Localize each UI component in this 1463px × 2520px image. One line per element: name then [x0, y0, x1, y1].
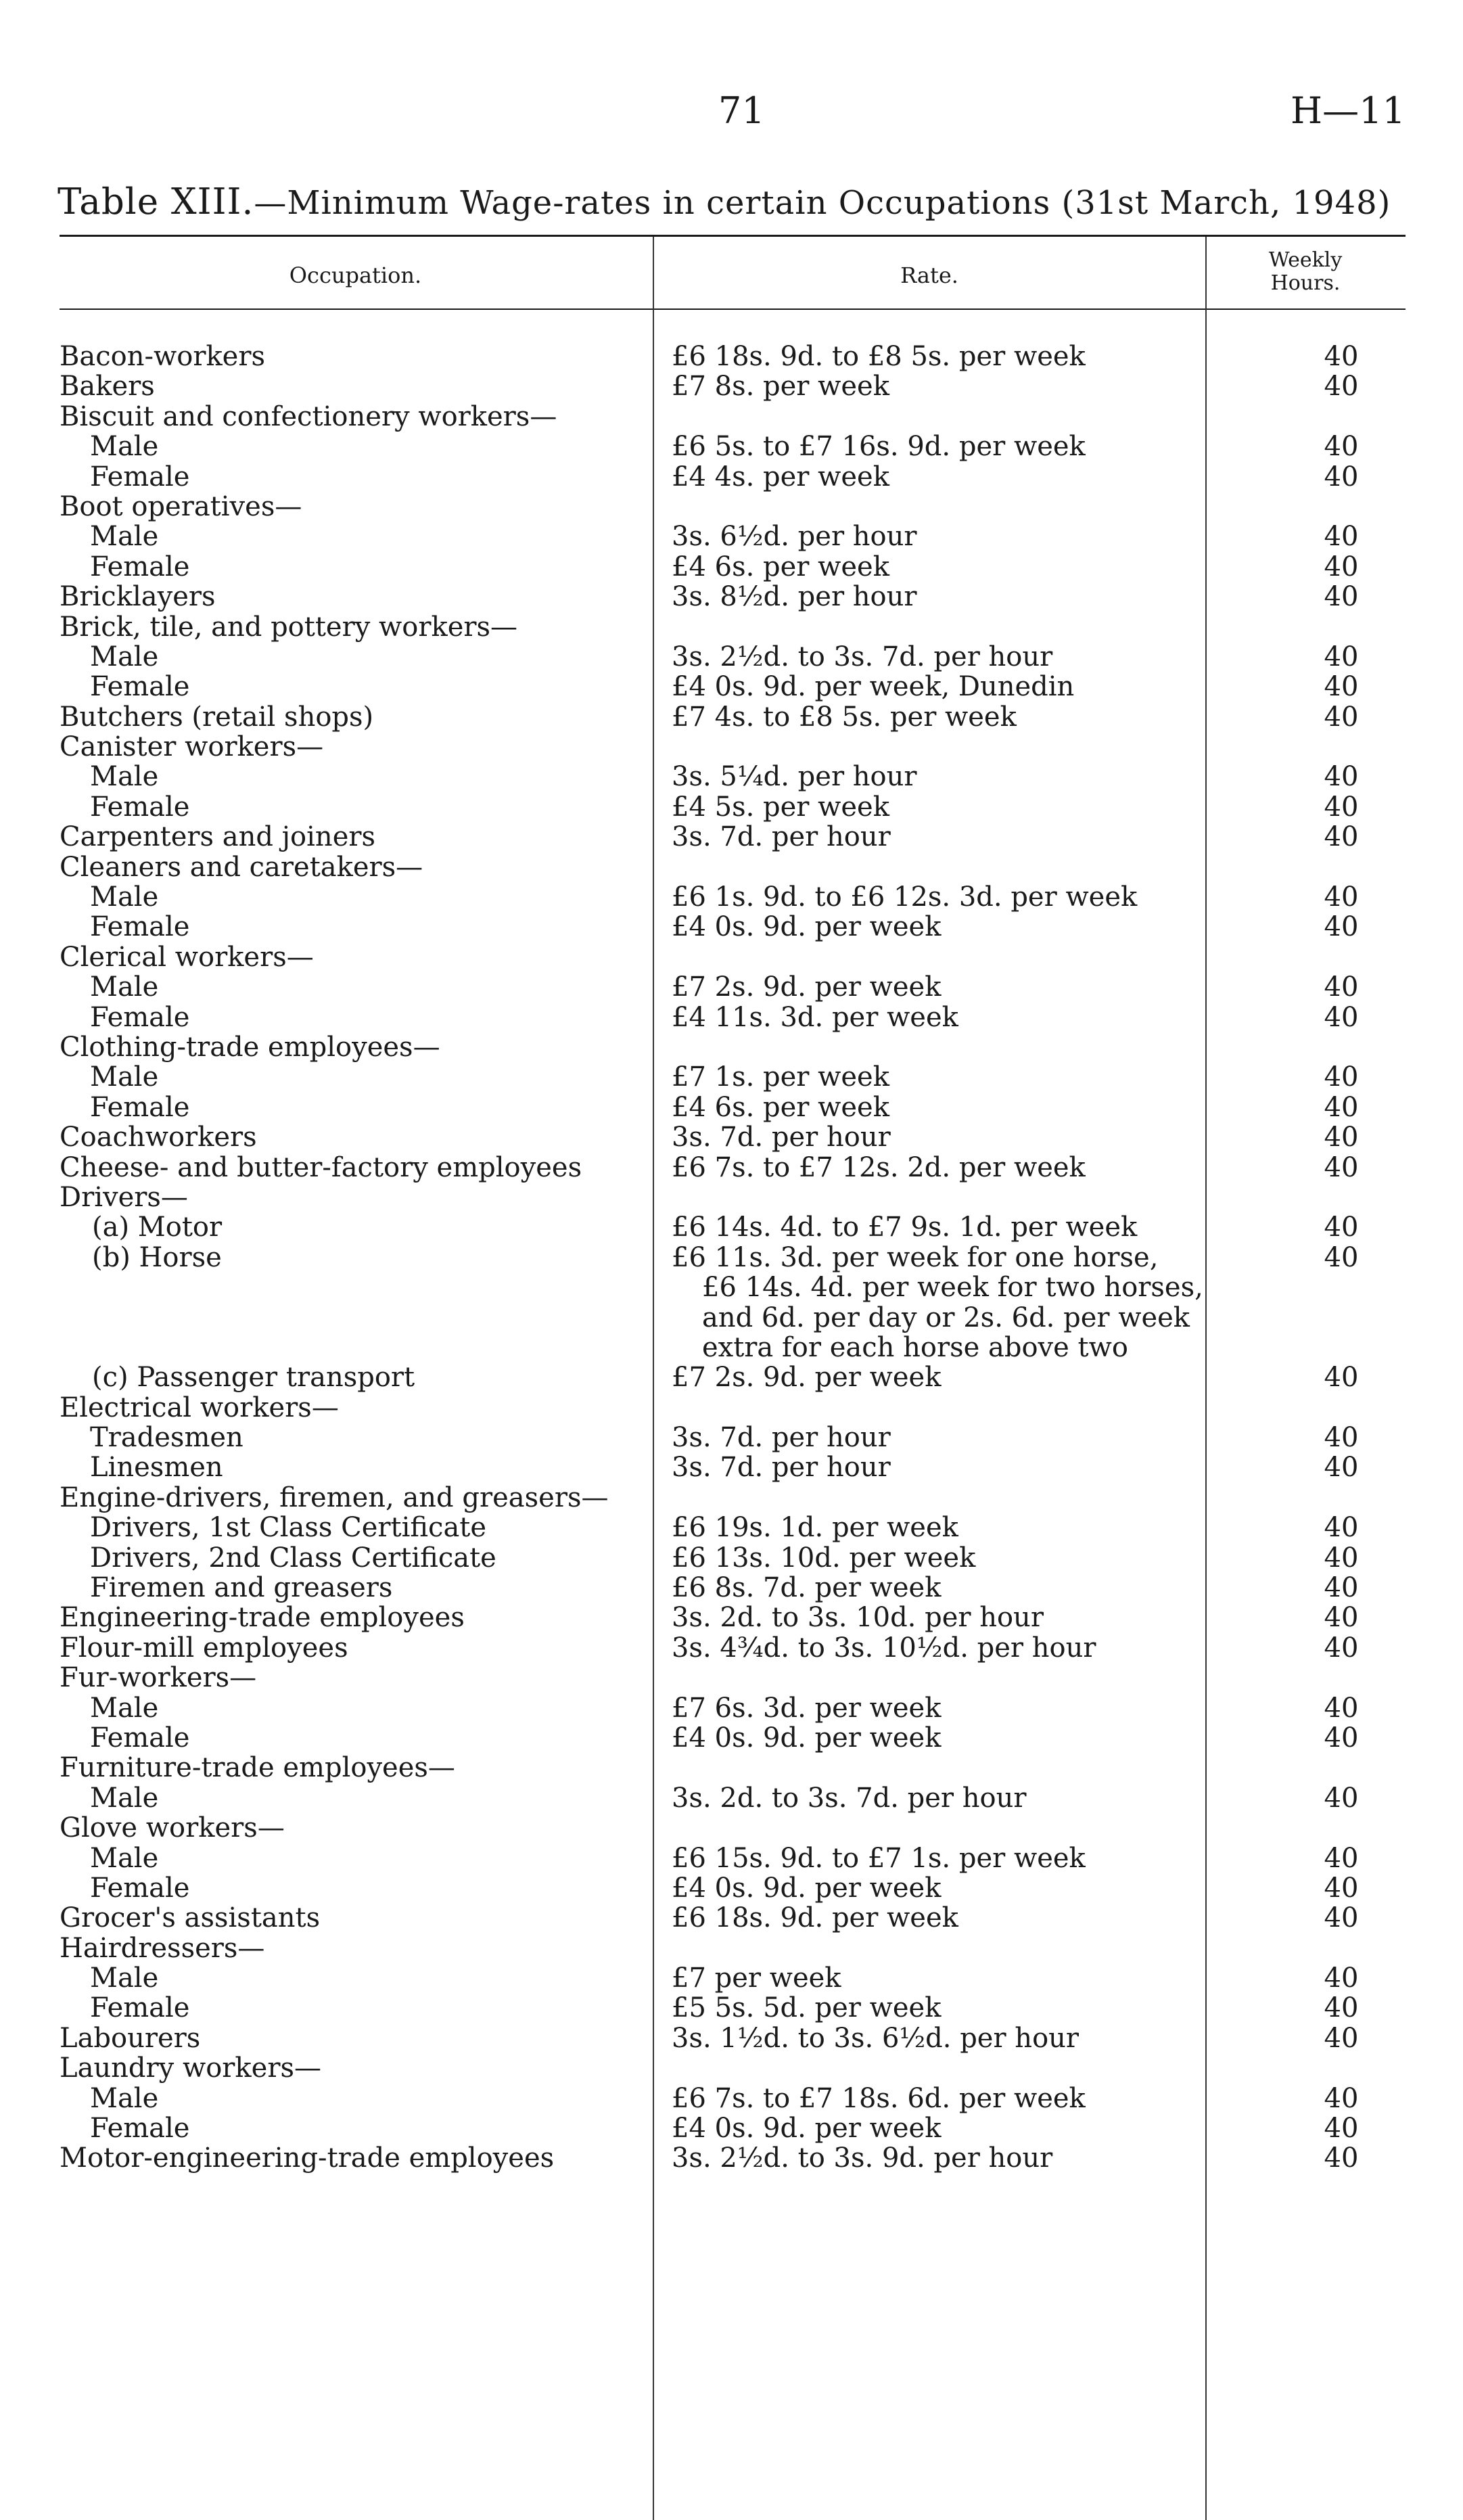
occupation-cell: Female — [90, 551, 190, 582]
hours-cell: 40 — [1324, 2082, 1359, 2114]
rate-cell: 3s. 2d. to 3s. 10d. per hour — [672, 1602, 1044, 1634]
rate-cell: £6 13s. 10d. per week — [672, 1542, 976, 1574]
table-row — [60, 1152, 1372, 1182]
rate-cell: £7 1s. per week — [672, 1061, 889, 1093]
table-row — [60, 971, 1372, 1001]
rate-cell: and 6d. per day or 2s. 6d. per week — [702, 1302, 1190, 1333]
table-row — [60, 852, 1372, 881]
rate-cell: 3s. 2½d. to 3s. 9d. per hour — [672, 2143, 1053, 2174]
table-row — [60, 1752, 1372, 1782]
occupation-cell: Clerical workers— — [60, 941, 314, 973]
rate-cell: 3s. 7d. per hour — [672, 1122, 891, 1153]
occupation-cell: Cleaners and caretakers— — [60, 851, 423, 883]
occupation-cell: Female — [90, 461, 190, 492]
table-row — [60, 641, 1372, 671]
occupation-cell: Bricklayers — [60, 581, 216, 613]
occupation-cell: (b) Horse — [92, 1241, 222, 1273]
occupation-cell: Linesmen — [90, 1452, 223, 1484]
table-row — [60, 461, 1372, 491]
document-code: H—11 — [1291, 89, 1406, 132]
occupation-cell: Glove workers— — [60, 1812, 285, 1844]
hours-cell: 40 — [1324, 551, 1359, 582]
table-row — [60, 942, 1372, 971]
occupation-cell: Furniture-trade employees— — [60, 1752, 455, 1784]
table-row — [60, 2053, 1372, 2082]
rate-cell: £4 6s. per week — [672, 1091, 889, 1123]
rate-cell: £4 0s. 9d. per week, Dunedin — [672, 671, 1075, 703]
table-row — [60, 491, 1372, 521]
hours-cell: 40 — [1324, 2022, 1359, 2054]
occupation-cell: Drivers, 1st Class Certificate — [90, 1512, 487, 1544]
occupation-cell: Drivers, 2nd Class Certificate — [90, 1542, 496, 1574]
occupation-cell: Male — [90, 1963, 159, 1994]
header-bottom-rule — [60, 308, 1406, 310]
hours-cell: 40 — [1324, 1963, 1359, 1994]
hours-cell: 40 — [1324, 1061, 1359, 1093]
hours-cell: 40 — [1324, 431, 1359, 463]
rate-cell: £7 8s. per week — [672, 371, 889, 403]
occupation-cell: Fur-workers— — [60, 1662, 257, 1694]
occupation-cell: Male — [90, 1061, 159, 1093]
page-number: 71 — [718, 89, 765, 132]
hours-cell: 40 — [1324, 761, 1359, 793]
rate-cell: £4 4s. per week — [672, 461, 889, 492]
table-row — [60, 1542, 1372, 1572]
rate-cell: 3s. 7d. per hour — [672, 821, 891, 853]
table-row — [60, 1362, 1372, 1392]
hours-cell: 40 — [1324, 581, 1359, 613]
occupation-cell: Female — [90, 671, 190, 703]
occupation-cell: Male — [90, 521, 159, 553]
table-row — [60, 1722, 1372, 1752]
table-row — [60, 2083, 1372, 2113]
column-header-occupation: Occupation. — [289, 262, 422, 288]
table-row — [60, 341, 1372, 371]
hours-cell: 40 — [1324, 1692, 1359, 1724]
table-row — [60, 1032, 1372, 1061]
occupation-cell: Biscuit and confectionery workers— — [60, 400, 557, 432]
rate-cell: £6 7s. to £7 18s. 6d. per week — [672, 2082, 1086, 2114]
table-row — [60, 1452, 1372, 1482]
table-row — [60, 1693, 1372, 1722]
header-top-rule — [60, 235, 1406, 237]
occupation-cell: Grocer's assistants — [60, 1902, 321, 1934]
occupation-cell: Female — [90, 1992, 190, 2024]
table-row — [60, 792, 1372, 821]
occupation-cell: Female — [90, 1872, 190, 1904]
rate-cell: 3s. 4¾d. to 3s. 10½d. per hour — [672, 1632, 1096, 1664]
occupation-cell: Labourers — [60, 2022, 201, 2054]
hours-cell: 40 — [1324, 1632, 1359, 1664]
table-row — [60, 1783, 1372, 1812]
table-row — [60, 1662, 1372, 1692]
table-row — [60, 1963, 1372, 1992]
table-label: Table XIII. — [57, 181, 254, 223]
rate-cell: £4 0s. 9d. per week — [672, 1872, 942, 1904]
occupation-cell: Cheese- and butter-factory employees — [60, 1151, 582, 1183]
rate-cell: 3s. 1½d. to 3s. 6½d. per hour — [672, 2022, 1079, 2054]
rate-cell: £7 6s. 3d. per week — [672, 1692, 942, 1724]
hours-cell: 40 — [1324, 341, 1359, 372]
hours-cell: 40 — [1324, 371, 1359, 403]
rate-cell: £7 4s. to £8 5s. per week — [672, 701, 1017, 733]
table-row — [60, 911, 1372, 941]
occupation-cell: Male — [90, 1782, 159, 1814]
occupation-cell: (a) Motor — [92, 1212, 223, 1243]
hours-cell: 40 — [1324, 1572, 1359, 1604]
occupation-cell: Electrical workers— — [60, 1392, 339, 1423]
rate-cell: £4 0s. 9d. per week — [672, 1722, 942, 1754]
occupation-cell: Male — [90, 2082, 159, 2114]
hours-cell: 40 — [1324, 701, 1359, 733]
occupation-cell: Engine-drivers, firemen, and greasers— — [60, 1482, 609, 1513]
rate-cell: £7 per week — [672, 1963, 841, 1994]
table-row — [60, 1242, 1372, 1272]
table-row — [60, 1212, 1372, 1241]
rate-cell: £6 11s. 3d. per week for one horse, — [672, 1241, 1159, 1273]
occupation-cell: Butchers (retail shops) — [60, 701, 374, 733]
table-row — [60, 401, 1372, 431]
table-row — [60, 1572, 1372, 1602]
table-row — [60, 881, 1372, 911]
occupation-cell: Drivers— — [60, 1181, 188, 1213]
hours-cell: 40 — [1324, 881, 1359, 913]
table-row — [60, 1392, 1372, 1422]
occupation-cell: Male — [90, 881, 159, 913]
table-row — [60, 2023, 1372, 2053]
hours-cell: 40 — [1324, 1001, 1359, 1033]
rate-cell: £4 0s. 9d. per week — [672, 911, 942, 943]
table-row — [60, 761, 1372, 791]
table-row — [60, 1843, 1372, 1873]
rate-cell: £6 14s. 4d. to £7 9s. 1d. per week — [672, 1212, 1138, 1243]
column-header-hours — [1207, 249, 1403, 295]
table-row — [60, 551, 1372, 581]
rate-cell: 3s. 6½d. per hour — [672, 521, 917, 553]
hours-cell: 40 — [1324, 791, 1359, 823]
occupation-cell: Female — [90, 791, 190, 823]
rate-cell: £4 6s. per week — [672, 551, 889, 582]
table-row — [60, 1422, 1372, 1452]
rate-cell: £6 5s. to £7 16s. 9d. per week — [672, 431, 1086, 463]
rate-cell: £6 7s. to £7 12s. 2d. per week — [672, 1151, 1086, 1183]
occupation-cell: Hairdressers— — [60, 1932, 265, 1964]
column-header-rate: Rate. — [900, 262, 958, 288]
table-row — [60, 1873, 1372, 1902]
hours-cell: 40 — [1324, 1452, 1359, 1484]
table-row — [60, 612, 1372, 641]
wage-table — [60, 341, 1372, 2173]
table-row — [60, 821, 1372, 851]
hours-cell: 40 — [1324, 1362, 1359, 1394]
occupation-cell: Bakers — [60, 371, 155, 403]
table-row — [60, 1272, 1372, 1302]
occupation-cell: Male — [90, 641, 159, 672]
table-row — [60, 1602, 1372, 1632]
occupation-cell: Firemen and greasers — [90, 1572, 393, 1604]
rate-cell: £4 0s. 9d. per week — [672, 2113, 942, 2145]
hours-cell: 40 — [1324, 1872, 1359, 1904]
rate-cell: £6 1s. 9d. to £6 12s. 3d. per week — [672, 881, 1138, 913]
rate-cell: £6 18s. 9d. to £8 5s. per week — [672, 341, 1086, 372]
column-header-hours-line1: Weekly — [1268, 248, 1343, 272]
occupation-cell: Male — [90, 761, 159, 793]
column-header-hours-line2: Hours. — [1270, 271, 1341, 295]
occupation-cell: Female — [90, 2113, 190, 2145]
hours-cell: 40 — [1324, 671, 1359, 703]
hours-cell: 40 — [1324, 1602, 1359, 1634]
table-title — [57, 181, 1410, 223]
hours-cell: 40 — [1324, 1422, 1359, 1454]
occupation-cell: Clothing-trade employees— — [60, 1031, 440, 1063]
hours-cell: 40 — [1324, 1722, 1359, 1754]
occupation-cell: Brick, tile, and pottery workers— — [60, 611, 518, 643]
hours-cell: 40 — [1324, 1842, 1359, 1874]
hours-cell: 40 — [1324, 1241, 1359, 1273]
hours-cell: 40 — [1324, 1902, 1359, 1934]
occupation-cell: Carpenters and joiners — [60, 821, 376, 853]
table-row — [60, 671, 1372, 701]
hours-cell: 40 — [1324, 1122, 1359, 1153]
occupation-cell: Coachworkers — [60, 1122, 257, 1153]
occupation-cell: Bacon-workers — [60, 341, 266, 372]
hours-cell: 40 — [1324, 1782, 1359, 1814]
occupation-cell: Laundry workers— — [60, 2053, 321, 2084]
rate-cell: £6 18s. 9d. per week — [672, 1902, 958, 1934]
occupation-cell: Female — [90, 911, 190, 943]
table-row — [60, 731, 1372, 761]
occupation-cell: Canister workers— — [60, 731, 324, 763]
occupation-cell: Tradesmen — [90, 1422, 243, 1454]
rate-cell: 3s. 2d. to 3s. 7d. per hour — [672, 1782, 1027, 1814]
table-row — [60, 2143, 1372, 2172]
hours-cell: 40 — [1324, 971, 1359, 1003]
rate-cell: £4 5s. per week — [672, 791, 889, 823]
hours-cell: 40 — [1324, 521, 1359, 553]
rate-cell: £6 14s. 4d. per week for two horses, — [702, 1272, 1203, 1304]
hours-cell: 40 — [1324, 641, 1359, 672]
rate-cell: £5 5s. 5d. per week — [672, 1992, 942, 2024]
table-row — [60, 371, 1372, 403]
occupation-cell: (c) Passenger transport — [92, 1362, 415, 1394]
occupation-cell: Female — [90, 1001, 190, 1033]
table-row — [60, 1061, 1372, 1091]
occupation-cell: Boot operatives— — [60, 490, 302, 522]
rate-cell: £7 2s. 9d. per week — [672, 1362, 942, 1394]
occupation-cell: Male — [90, 431, 159, 463]
rate-cell: 3s. 5¼d. per hour — [672, 761, 917, 793]
hours-cell: 40 — [1324, 1512, 1359, 1544]
occupation-cell: Male — [90, 971, 159, 1003]
hours-cell: 40 — [1324, 1091, 1359, 1123]
table-title-text: —Minimum Wage-rates in certain Occupations (31st March, 1948) — [254, 184, 1391, 222]
table-row — [60, 431, 1372, 461]
hours-cell: 40 — [1324, 1992, 1359, 2024]
rate-cell: £6 19s. 1d. per week — [672, 1512, 958, 1544]
occupation-cell: Flour-mill employees — [60, 1632, 348, 1664]
hours-cell: 40 — [1324, 2113, 1359, 2145]
table-row — [60, 1632, 1372, 1662]
table-row — [60, 1512, 1372, 1542]
table-row — [60, 1332, 1372, 1362]
rate-cell: £7 2s. 9d. per week — [672, 971, 942, 1003]
table-row — [60, 1122, 1372, 1151]
table-row — [60, 581, 1372, 611]
table-row — [60, 1933, 1372, 1963]
hours-cell: 40 — [1324, 2143, 1359, 2174]
occupation-cell: Female — [90, 1722, 190, 1754]
table-row — [60, 1092, 1372, 1122]
table-row — [60, 1482, 1372, 1512]
table-row — [60, 1302, 1372, 1332]
occupation-cell: Male — [90, 1692, 159, 1724]
hours-cell: 40 — [1324, 821, 1359, 853]
hours-cell: 40 — [1324, 911, 1359, 943]
occupation-cell: Male — [90, 1842, 159, 1874]
table-row — [60, 1812, 1372, 1842]
rate-cell: £4 11s. 3d. per week — [672, 1001, 958, 1033]
table-row — [60, 702, 1372, 731]
hours-cell: 40 — [1324, 461, 1359, 492]
rate-cell: £6 8s. 7d. per week — [672, 1572, 942, 1604]
table-row — [60, 1992, 1372, 2022]
rate-cell: 3s. 8½d. per hour — [672, 581, 917, 613]
rate-cell: extra for each horse above two — [702, 1331, 1128, 1363]
hours-cell: 40 — [1324, 1542, 1359, 1574]
rate-cell: £6 15s. 9d. to £7 1s. per week — [672, 1842, 1086, 1874]
rate-cell: 3s. 7d. per hour — [672, 1422, 891, 1454]
hours-cell: 40 — [1324, 1151, 1359, 1183]
table-row — [60, 1002, 1372, 1032]
hours-cell: 40 — [1324, 1212, 1359, 1243]
table-row — [60, 2113, 1372, 2143]
occupation-cell: Engineering-trade employees — [60, 1602, 465, 1634]
occupation-cell: Female — [90, 1091, 190, 1123]
rate-cell: 3s. 7d. per hour — [672, 1452, 891, 1484]
table-row — [60, 1902, 1372, 1932]
table-row — [60, 1182, 1372, 1212]
rate-cell: 3s. 2½d. to 3s. 7d. per hour — [672, 641, 1053, 672]
occupation-cell: Motor-engineering-trade employees — [60, 2143, 555, 2174]
table-row — [60, 521, 1372, 551]
